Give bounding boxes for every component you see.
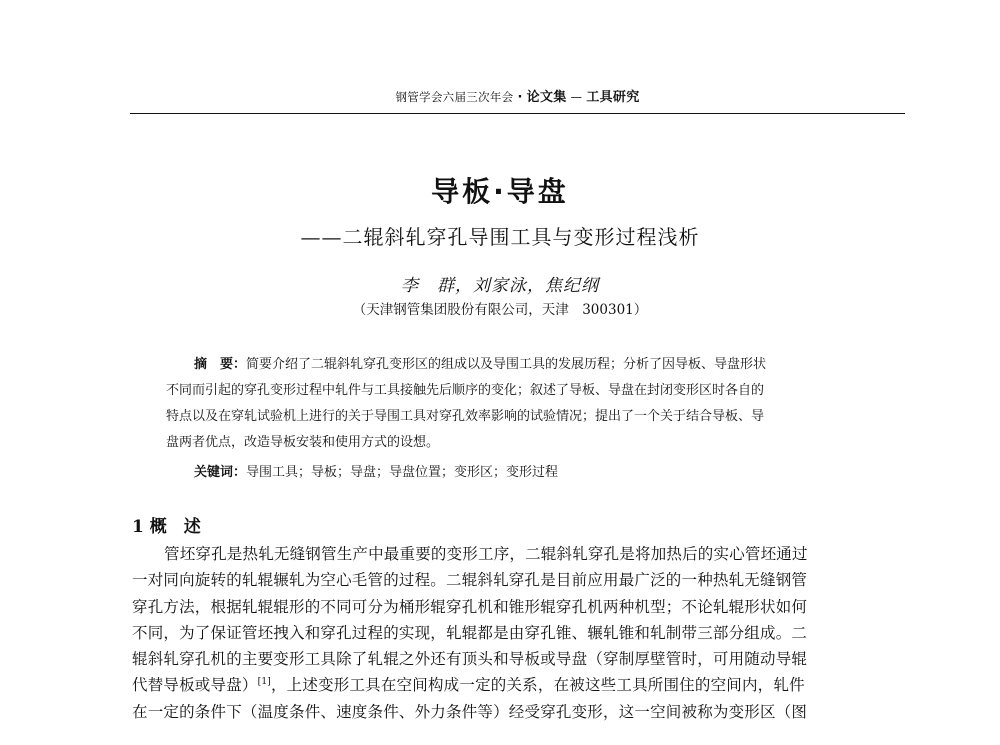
body-line: 辊斜轧穿孔机的主要变形工具除了轧辊之外还有顶头和导板或导盘（穿制厚壁管时，可用随动导辊 [132,650,808,669]
abstract-line: 特点以及在穿轧试验机上进行的关于导围工具对穿孔效率影响的试验情况；提出了一个关于结合导板、导 [166,409,765,424]
collection-name: 论文集 [526,90,567,105]
keywords [194,460,874,486]
abstract-line: 盘两者优点，改造导板安装和使用方式的设想。 [166,435,440,450]
body-line [132,672,904,698]
body-text-segment: 代替导板或导盘） [132,676,258,695]
abstract-label: 摘 要： [194,357,247,372]
abstract [166,352,871,456]
running-header [130,86,905,105]
header-rule [130,113,905,114]
paper-title: 导板·导盘 [431,175,569,208]
abstract-text: 简要介绍了二辊斜轧穿孔变形区的组成以及导围工具的发展历程；分析了因导板、导盘形状 [246,357,767,372]
body-line: 不同，为了保证管坯拽入和穿孔过程的实现，轧辊都是由穿孔锥、辗轧锥和轧制带三部分组成。二 [132,623,808,642]
author-list: 李 群，刘家泳，焦纪纲 [401,276,599,296]
affiliation: （天津钢管集团股份有限公司，天津 300301） [352,302,648,318]
header-dash: — [570,90,583,104]
body-line: 一对同向旋转的轧辊辗轧为空心毛管的过程。二辊斜轧穿孔是目前应用最广泛的一种热轧无缝钢管 [132,571,808,590]
body-line: 在一定的条件下（温度条件、速度条件、外力条件等）经受穿孔变形，这一空间被称为变形区（图 [132,702,808,721]
keywords-label: 关键词： [194,465,247,480]
conference-name: 钢管学会六届三次年会 [395,90,514,104]
citation-ref: [1] [257,677,271,688]
body-text-segment: ，上述变形工具在空间构成一定的关系，在被这些工具所围住的空间内，轧件 [270,676,805,695]
section-body [132,541,904,725]
abstract-line [166,352,871,378]
body-line: 穿孔方法，根据轧辊辊形的不同可分为桶形辊穿孔机和锥形辊穿孔机两种机型；不论轧辊形状如何 [132,597,808,616]
abstract-line: 不同而引起的穿孔变形过程中轧件与工具接触先后顺序的变化；叙述了导板、导盘在封闭变形区时各自的 [166,383,765,398]
header-separator: · [517,90,523,105]
paper-subtitle: ——二辊斜轧穿孔导围工具与变形过程浅析 [300,225,700,249]
category-name: 工具研究 [586,90,640,105]
body-line: 管坯穿孔是热轧无缝钢管生产中最重要的变形工序，二辊斜轧穿孔是将加热后的实心管坯通过 [164,545,808,563]
section-heading: 1 概 述 [132,517,201,537]
keywords-text: 导围工具；导板；导盘；导盘位置；变形区；变形过程 [246,465,559,480]
